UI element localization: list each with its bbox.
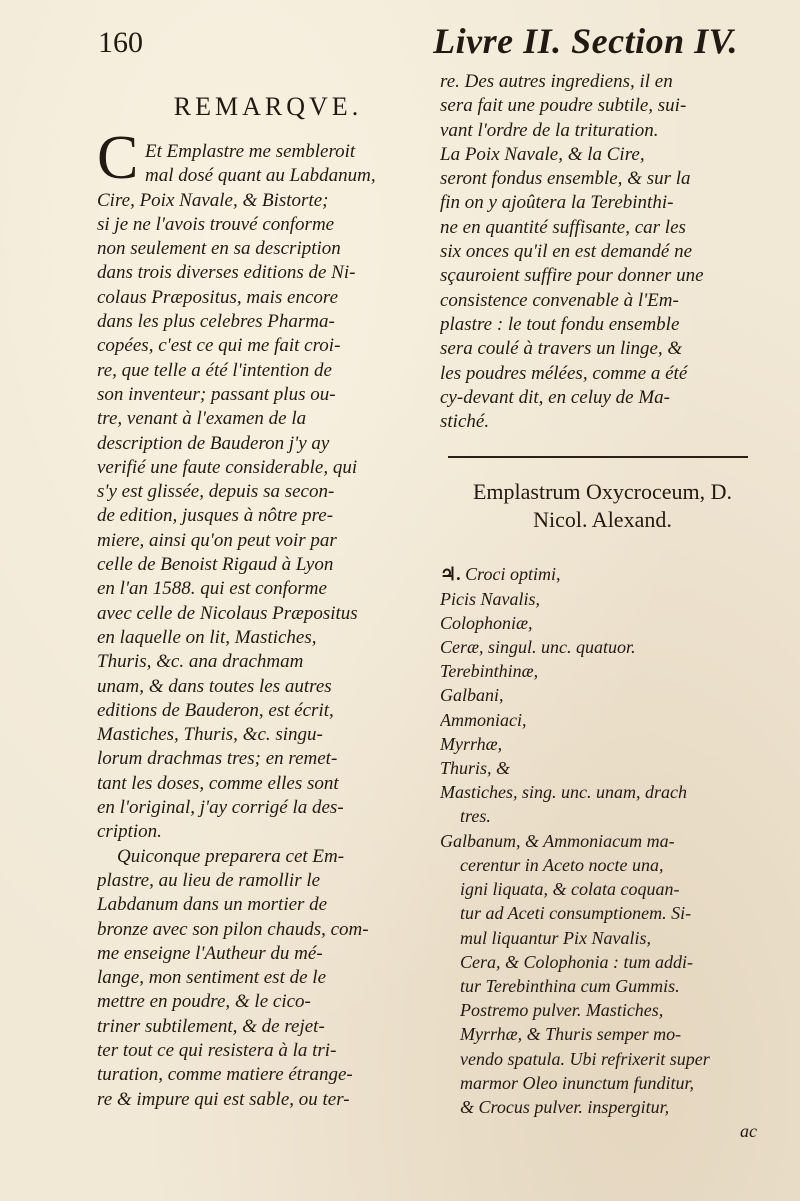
catchword: ac [740, 1121, 757, 1142]
ingredient-line: Ceræ, singul. unc. quatuor. [440, 637, 636, 658]
text-line: dans les plus celebres Pharma- [97, 311, 335, 333]
text-line: La Poix Navale, & la Cire, [440, 143, 645, 165]
ingredient-line [440, 562, 765, 586]
ingredient-line: Colophoniæ, [440, 612, 533, 633]
text-line: lorum drachmas tres; en remet- [97, 748, 338, 770]
text-line: plastre : le tout fondu ensemble [440, 313, 680, 335]
text-line: Cire, Poix Navale, & Bistorte; [97, 189, 329, 211]
procedure-line: Postremo pulver. Mastiches, [460, 1000, 664, 1021]
recipe-symbol: ♃. [440, 564, 461, 585]
text-line: tre, venant à l'examen de la [97, 408, 307, 430]
text-line: de edition, jusques à nôtre pre- [97, 505, 334, 527]
text-line: mettre en poudre, & le cico- [97, 991, 311, 1013]
text-line: seront fondus ensemble, & sur la [440, 168, 691, 190]
text-line: sera fait une poudre subtile, sui- [440, 95, 687, 117]
text-line: sçauroient suffire pour donner une [440, 265, 704, 287]
text-line: Labdanum dans un mortier de [97, 894, 328, 916]
page-number: 160 [98, 26, 143, 59]
text-line: plastre, au lieu de ramollir le [97, 869, 321, 891]
procedure-line: tur Terebinthina cum Gummis. [460, 975, 680, 996]
text-line: lange, mon sentiment est de le [97, 967, 327, 989]
ingredient-line: Galbani, [440, 685, 504, 706]
text-line: unam, & dans toutes les autres [97, 675, 332, 697]
text-line: re, que telle a été l'intention de [97, 359, 332, 381]
text-line: dans trois diverses editions de Ni- [97, 262, 356, 284]
running-title: Livre II. Section IV. [433, 21, 738, 61]
text-line: ter tout ce qui resistera à la tri- [97, 1039, 337, 1061]
text-line: son inventeur; passant plus ou- [97, 383, 336, 405]
right-column [440, 70, 765, 1143]
section-divider [448, 456, 748, 458]
ingredient-line: Thuris, & [440, 758, 511, 779]
text-line: en l'an 1588. qui est conforme [97, 578, 327, 600]
text-line: s'y est glissée, depuis sa secon- [97, 481, 335, 503]
text-line: bronze avec son pilon chauds, com- [97, 918, 369, 940]
ingredient-line: tres. [460, 806, 491, 827]
procedure-line: Galbanum, & Ammoniacum ma- [440, 830, 675, 851]
text-line: sera coulé à travers un linge, & [440, 338, 683, 360]
ingredient-line: Picis Navalis, [440, 588, 540, 609]
ingredient-text: Croci optimi, [465, 564, 561, 585]
text-line: Mastiches, Thuris, &c. singu- [97, 724, 323, 746]
text-line: les poudres mélées, comme a été [440, 362, 688, 384]
drop-cap: C [97, 124, 139, 192]
text-line: editions de Bauderon, est écrit, [97, 699, 334, 721]
text-line: consistence convenable à l'Em- [440, 289, 679, 311]
text-line: verifié une faute considerable, qui [97, 456, 358, 478]
procedure-line: cerentur in Aceto nocte una, [460, 854, 664, 875]
text-line: copées, c'est ce qui me fait croi- [97, 335, 341, 357]
text-line: Quiconque preparera cet Em- [117, 845, 345, 867]
text-line: Thuris, &c. ana drachmam [97, 651, 304, 673]
text-line: tant les doses, comme elles sont [97, 772, 339, 794]
text-line: avec celle de Nicolaus Præpositus [97, 602, 358, 624]
text-line: vant l'ordre de la trituration. [440, 119, 659, 141]
procedure-line: mul liquantur Pix Navalis, [460, 927, 651, 948]
text-line: re & impure qui est sable, ou ter- [97, 1088, 350, 1110]
procedure-line: marmor Oleo inunctum funditur, [460, 1072, 694, 1093]
left-column [97, 92, 419, 1112]
text-line: colaus Præpositus, mais encore [97, 286, 339, 308]
text-line: si je ne l'avois trouvé conforme [97, 213, 335, 235]
ingredient-line: Myrrhæ, [440, 733, 503, 754]
procedure-line: Cera, & Colophonia : tum addi- [460, 951, 693, 972]
text-line: turation, comme matiere étrange- [97, 1064, 353, 1086]
text-line: me enseigne l'Autheur du mé- [97, 942, 323, 964]
ingredient-line: Ammoniaci, [440, 709, 527, 730]
emplastrum-title-line: Nicol. Alexand. [533, 507, 672, 533]
text-line: description de Bauderon j'y ay [97, 432, 330, 454]
ingredient-line: Terebinthinæ, [440, 661, 539, 682]
emplastrum-title [440, 478, 765, 534]
procedure-line: & Crocus pulver. inspergitur, [460, 1096, 670, 1117]
text-line: en l'original, j'ay corrigé la des- [97, 797, 344, 819]
text-line: cription. [97, 821, 162, 843]
text-line: fin on y ajoûtera la Terebinthi- [440, 192, 674, 214]
text-line: re. Des autres ingrediens, il en [440, 71, 673, 92]
remarque-heading: REMARQVE. [173, 92, 363, 121]
text-line: six onces qu'il en est demandé ne [440, 241, 693, 263]
running-head [98, 20, 738, 72]
emplastrum-title-line: Emplastrum Oxycroceum, D. [472, 479, 733, 505]
procedure-line: vendo spatula. Ubi refrixerit super [460, 1048, 710, 1069]
text-line: cy-devant dit, en celuy de Ma- [440, 386, 670, 408]
text-line: Et Emplastre me sembleroit [145, 141, 356, 162]
text-line: ne en quantité suffisante, car les [440, 216, 686, 238]
procedure-line: igni liquata, & colata coquan- [460, 879, 680, 900]
text-line: miere, ainsi qu'on peut voir par [97, 529, 337, 551]
text-line: non seulement en sa description [97, 238, 341, 260]
text-line: celle de Benoist Rigaud à Lyon [97, 554, 334, 576]
procedure-line: Myrrhæ, & Thuris semper mo- [460, 1024, 682, 1045]
procedure-line: tur ad Aceti consumptionem. Si- [460, 903, 692, 924]
text-line: en laquelle on lit, Mastiches, [97, 626, 317, 648]
ingredient-line: Mastiches, sing. unc. unam, drach [440, 782, 687, 803]
text-line: triner subtilement, & de rejet- [97, 1015, 325, 1037]
text-line: mal dosé quant au Labdanum, [145, 165, 376, 187]
text-line: stiché. [440, 411, 490, 433]
